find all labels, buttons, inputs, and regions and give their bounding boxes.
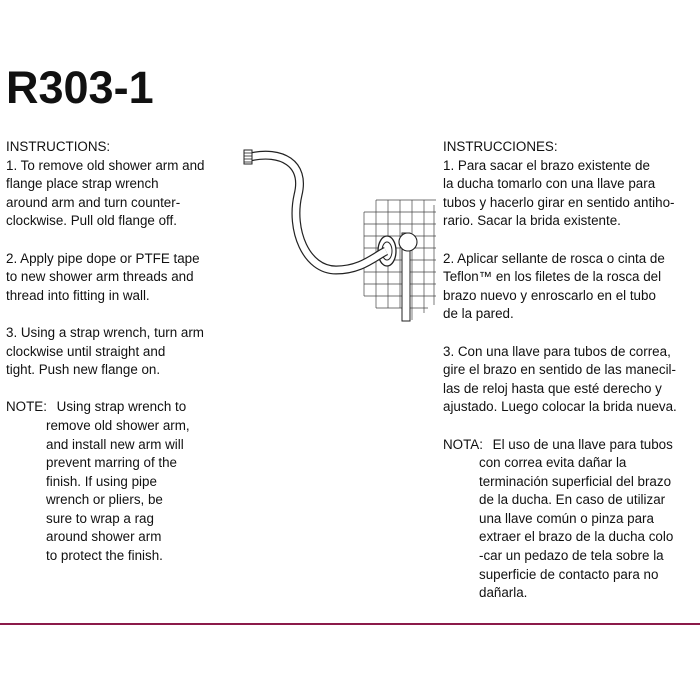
spanish-instructions <box>443 138 698 603</box>
note-line: terminación superficial del brazo <box>479 473 672 489</box>
step-line: la ducha tomarlo con una llave para <box>443 176 656 192</box>
step-line: Teflon™ en los filetes de la rosca del <box>443 269 662 285</box>
note-line: remove old shower arm, <box>46 417 190 433</box>
step-line: rario. Sacar la brida existente. <box>443 213 621 229</box>
step-line: de la pared. <box>443 306 514 322</box>
step-line: tubos y hacerlo girar en sentido antiho- <box>443 194 675 210</box>
note-line: wrench or pliers, be <box>46 492 163 508</box>
note-line: extraer el brazo de la ducha colo <box>479 529 674 545</box>
step-line: 2. Apply pipe dope or PTFE tape <box>6 250 200 266</box>
note-line: sure to wrap a rag <box>46 510 154 526</box>
shower-arm-diagram <box>236 145 436 335</box>
note-label: NOTE: <box>6 399 47 415</box>
step-line: 1. Para sacar el brazo existente de <box>443 157 650 173</box>
note-line: una llave común o pinza para <box>479 510 654 526</box>
spacer <box>6 231 236 250</box>
step-3 <box>443 343 698 417</box>
note <box>443 436 698 603</box>
note <box>6 398 236 565</box>
shower-arm-icon <box>236 145 436 335</box>
step-line: 1. To remove old shower arm and <box>6 157 205 173</box>
step-line: ajustado. Luego colocar la brida nueva. <box>443 399 677 415</box>
note-line: dañarla. <box>479 585 528 601</box>
step-line: flange place strap wrench <box>6 176 159 192</box>
note-line: -car un pedazo de tela sobre la <box>479 548 664 564</box>
step-line: 3. Con una llave para tubos de correa, <box>443 343 671 359</box>
step-line: clockwise. Pull old flange off. <box>6 213 177 229</box>
note-label: NOTA: <box>443 436 483 452</box>
note-line: Using strap wrench to <box>56 399 187 415</box>
product-code-title: R303-1 <box>6 62 154 113</box>
spacer <box>6 380 236 399</box>
step-line: clockwise until straight and <box>6 343 166 359</box>
instructions-heading: INSTRUCTIONS: <box>6 139 111 154</box>
step-1 <box>6 157 236 231</box>
note-line: and install new arm will <box>46 436 184 452</box>
note-line: de la ducha. En caso de utilizar <box>479 492 666 508</box>
step-2 <box>443 250 698 324</box>
note-line: con correa evita dañar la <box>479 455 627 471</box>
spacer <box>443 231 698 250</box>
spacer <box>6 305 236 324</box>
step-line: to new shower arm threads and <box>6 269 194 285</box>
note-line: superficie de contacto para no <box>479 566 659 582</box>
note-line: around shower arm <box>46 529 162 545</box>
note-line: finish. If using pipe <box>46 473 157 489</box>
note-line: prevent marring of the <box>46 455 177 471</box>
step-line: brazo nuevo y enroscarlo en el tubo <box>443 287 656 303</box>
step-3 <box>6 324 236 380</box>
step-line: tight. Push new flange on. <box>6 362 161 378</box>
note-line: to protect the finish. <box>46 548 163 564</box>
spacer <box>443 324 698 343</box>
instructions-heading: INSTRUCCIONES: <box>443 139 558 154</box>
step-line: thread into fitting in wall. <box>6 287 150 303</box>
step-line: 2. Aplicar sellante de rosca o cinta de <box>443 250 665 266</box>
step-line: gire el brazo en sentido de las manecil- <box>443 362 676 378</box>
spacer <box>443 417 698 436</box>
step-line: 3. Using a strap wrench, turn arm <box>6 324 204 340</box>
footer-divider <box>0 623 700 625</box>
step-1 <box>443 157 698 231</box>
step-line: around arm and turn counter- <box>6 194 181 210</box>
note-line: El uso de una llave para tubos <box>492 436 673 452</box>
step-2 <box>6 250 236 306</box>
step-line: las de reloj hasta que esté derecho y <box>443 380 662 396</box>
english-instructions <box>6 138 236 566</box>
